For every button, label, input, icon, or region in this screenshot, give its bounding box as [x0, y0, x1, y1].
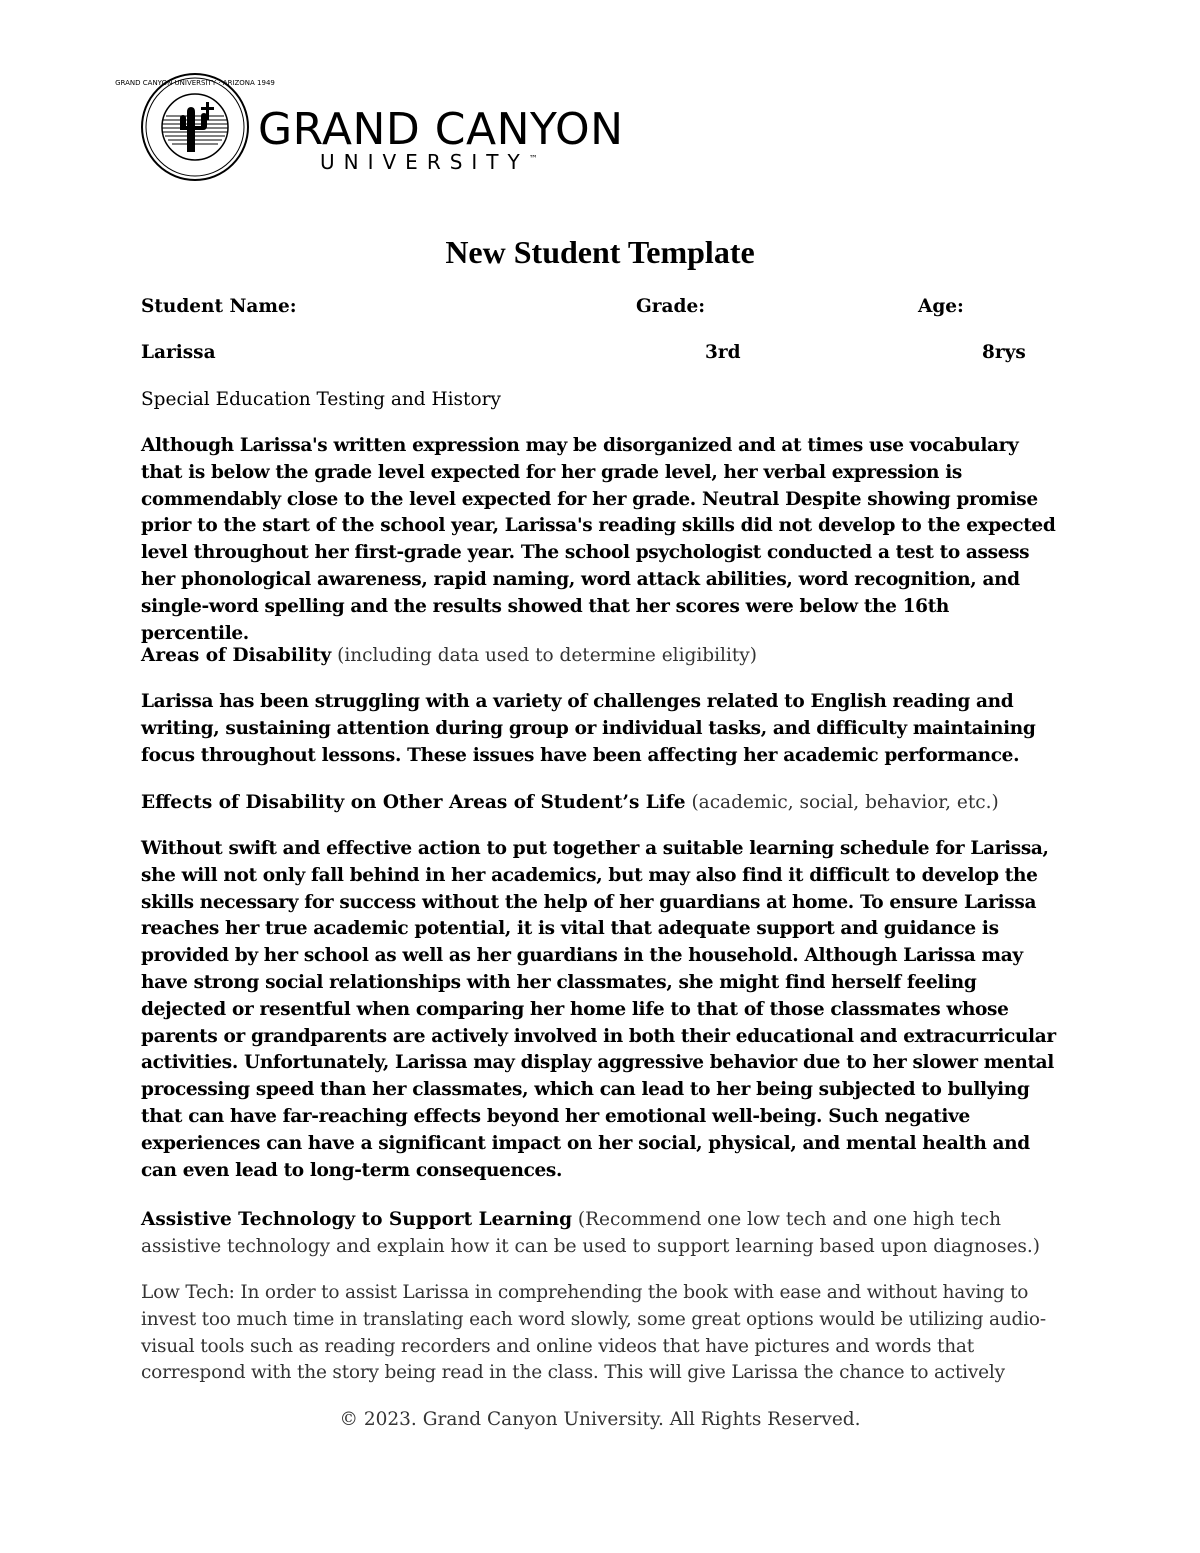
assistive-heading: [141, 1207, 1061, 1261]
student-name-label: Student Name:: [141, 296, 297, 317]
effects-heading-text: Effects of Disability on Other Areas of Student’s Life: [141, 792, 686, 813]
wordmark-line1: GRAND CANYON: [258, 104, 624, 155]
effects-body: Without swift and effective action to put together a suitable learning schedule for Larissa, she will not only fall behind in her academics, but may also find it difficult to develop the skills necessary for success without the help of her guardians at home. To ensure Larissa reaches her true academic potential, it is vital that adequate support and guidance is provided by her school as well as her guardians in the household. Although Larissa may have strong social relationships with her classmates, she might find herself feeling dejected or resentful when comparing her home life to that of those classmates whose parents or grandparents are actively involved in both their educational and extracurricular activities. Unfortunately, Larissa may display aggressive behavior due to her slower mental processing speed than her classmates, which can lead to her being subjected to bullying that can have far-reaching effects beyond her emotional well-being. Such negative experiences can have a significant impact on her social, physical, and mental health and can even lead to long-term consequences.: [141, 838, 1056, 1181]
student-name-value: Larissa: [141, 342, 216, 363]
disability-heading: [141, 643, 1061, 670]
age-label: Age:: [918, 296, 964, 317]
copyright-footer: © 2023. Grand Canyon University. All Rights Reserved.: [339, 1409, 861, 1430]
grade-value: 3rd: [705, 342, 741, 363]
disability-body: Larissa has been struggling with a variety of challenges related to English reading and writing, sustaining attention during group or individual tasks, and difficulty maintaining focus throughout lessons. These issues have been affecting her academic performance.: [141, 691, 1036, 766]
testing-heading-text: Special Education Testing and History: [141, 389, 501, 410]
age-value: 8rys: [982, 342, 1026, 363]
testing-heading: [141, 387, 1061, 414]
disability-heading-note: (including data used to determine eligibility): [331, 645, 757, 666]
trademark-symbol: ™: [528, 154, 538, 165]
assistive-heading-text: Assistive Technology to Support Learning: [141, 1209, 573, 1230]
disability-heading-text: Areas of Disability: [141, 645, 332, 666]
university-seal-icon: [115, 72, 275, 182]
low-tech-body: Low Tech: In order to assist Larissa in comprehending the book with ease and without having to invest too much time in translating each word slowly, some great options would be utilizing audio-visual tools such as reading recorders and online videos that have pictures and words that correspond with the story being read in the class. This will give Larissa the chance to actively: [141, 1282, 1046, 1384]
page-title: New Student Template: [445, 234, 755, 270]
grade-label: Grade:: [636, 296, 706, 317]
assistive-heading-note: (Recommend one low tech and one high tech assistive technology and explain how it can be used to support learning based upon diagnoses.): [141, 1209, 1040, 1257]
seal-text: GRAND CANYON UNIVERSITY · ARIZONA 1949: [115, 79, 275, 87]
wordmark-line2-text: UNIVERSITY: [320, 150, 529, 174]
testing-body: Although Larissa's written expression may be disorganized and at times use vocabulary that is below the grade level expected for her grade level, her verbal expression is commendably close to the level expected for her grade. Neutral Despite showing promise prior to the start of the school year, Larissa's reading skills did not develop to the expected level throughout her first-grade year. The school psychologist conducted a test to assess her phonological awareness, rapid naming, word attack abilities, word recognition, and single-word spelling and the results showed that her scores were below the 16th percentile.: [141, 435, 1056, 644]
effects-heading: [141, 790, 1061, 817]
effects-heading-note: (academic, social, behavior, etc.): [685, 792, 999, 813]
wordmark-line2: [320, 152, 538, 172]
